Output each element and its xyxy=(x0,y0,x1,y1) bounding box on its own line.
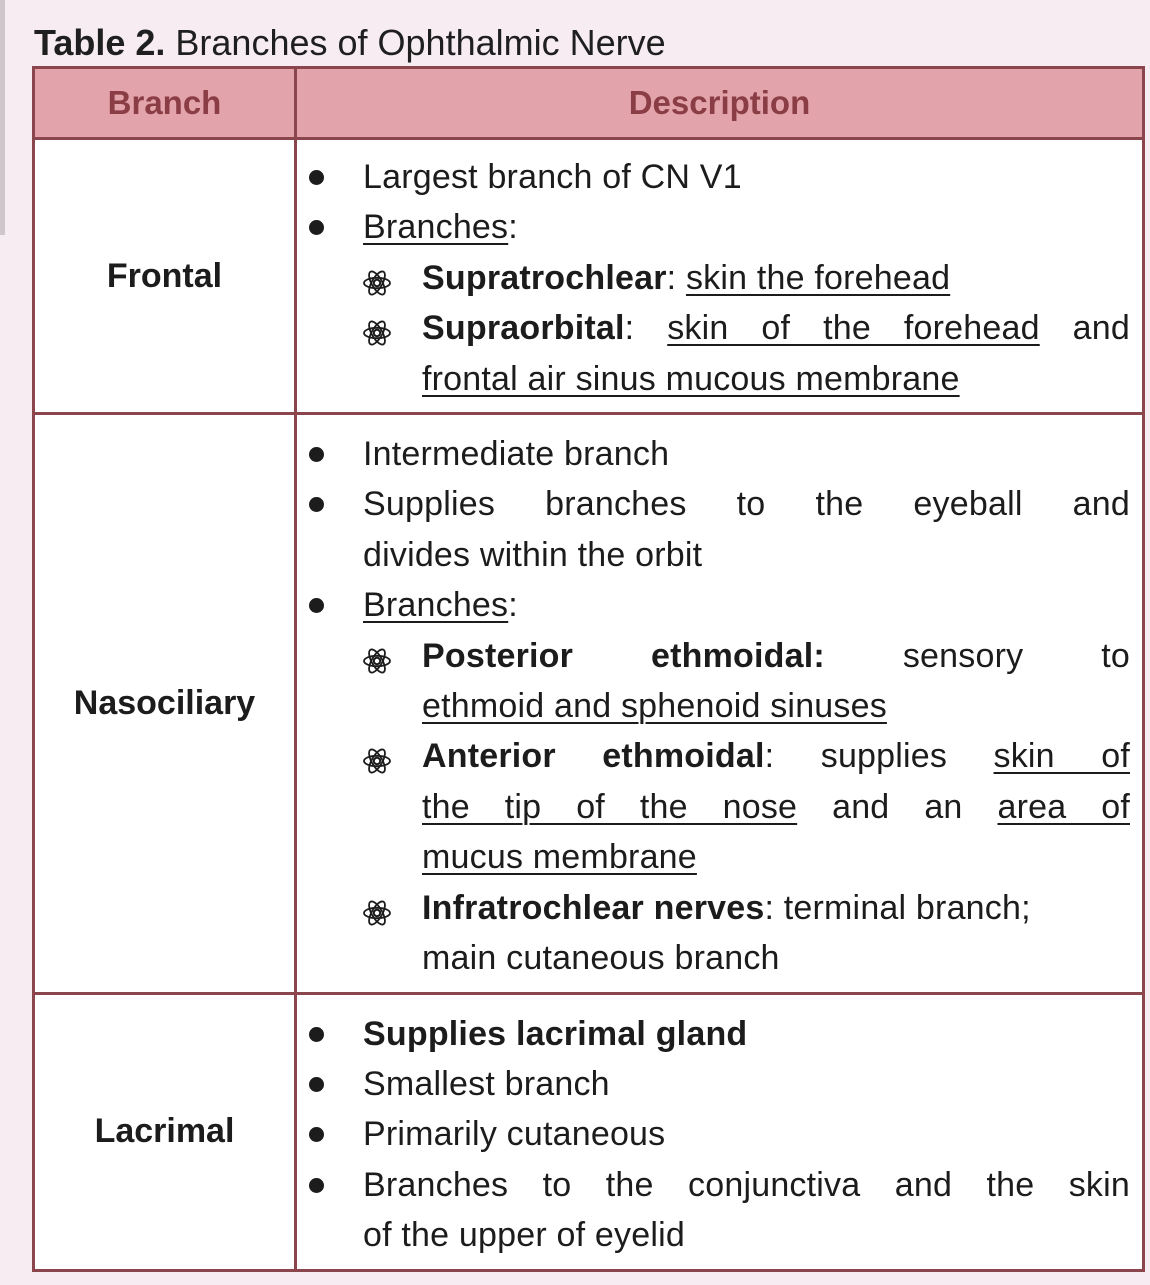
bullet-text: Intermediate branch xyxy=(363,435,670,474)
header-row xyxy=(34,68,1144,139)
branch-cell: Nasociliary xyxy=(34,414,296,993)
atom-icon xyxy=(361,317,393,349)
bullet-dot-icon xyxy=(309,1077,324,1092)
definition-underlined: skin of xyxy=(993,737,1130,776)
table-caption xyxy=(34,20,666,66)
sub-bullet-continuation xyxy=(297,681,1130,731)
bullet-text: Branches xyxy=(363,586,509,625)
definition: main cutaneous branch xyxy=(422,939,780,978)
bullet-text: Primarily cutaneous xyxy=(363,1115,666,1154)
bullet-text: Supplies lacrimal gland xyxy=(363,1014,748,1053)
sub-bullet-continuation xyxy=(297,354,1130,404)
definition-underlined: the tip of the nose xyxy=(422,787,798,826)
definition-underlined: mucus membrane xyxy=(422,838,697,877)
bullet-item xyxy=(297,479,1130,529)
term: Supratrochlear xyxy=(422,258,667,297)
bullet-text: Branches to the conjunctiva and the skin xyxy=(363,1165,1130,1204)
bullet-dot-icon xyxy=(309,220,324,235)
bullet-text: of the upper of eyelid xyxy=(363,1216,685,1255)
bullet-item xyxy=(297,1059,1130,1109)
bullet-item xyxy=(297,580,1130,630)
bullet-dot-icon xyxy=(309,497,324,512)
caption-label: Table 2. xyxy=(34,22,166,63)
bullet-dot-icon xyxy=(309,1127,324,1142)
definition-underlined: area of xyxy=(997,787,1130,826)
sub-bullet-item xyxy=(297,631,1130,681)
sub-bullet-continuation xyxy=(297,933,1130,983)
bullet-item xyxy=(297,429,1130,479)
definition: and an xyxy=(797,787,998,826)
definition: sensory to xyxy=(824,636,1130,675)
bullet-dot-icon xyxy=(309,598,324,613)
description-cell xyxy=(296,139,1144,414)
table-row xyxy=(34,414,1144,993)
bullet-text-tail: : xyxy=(508,208,518,247)
ophthalmic-nerve-table xyxy=(32,66,1145,1272)
sub-bullet-item xyxy=(297,731,1130,781)
term: Infratrochlear nerves xyxy=(422,888,765,927)
sub-bullet-item xyxy=(297,253,1130,303)
bullet-item xyxy=(297,1009,1130,1059)
sub-bullet-continuation xyxy=(297,782,1130,832)
term: Anterior ethmoidal xyxy=(422,737,765,776)
definition: skin the forehead xyxy=(685,258,951,297)
branch-cell: Lacrimal xyxy=(34,993,296,1270)
definition: frontal air sinus mucous membrane xyxy=(422,359,960,398)
bullet-text: divides within the orbit xyxy=(363,535,703,574)
bullet-dot-icon xyxy=(309,1027,324,1042)
atom-icon xyxy=(361,267,393,299)
bullet-text: Branches xyxy=(363,208,509,247)
bullet-continuation xyxy=(297,530,1130,580)
separator: : xyxy=(624,309,668,348)
bullet-continuation xyxy=(297,1210,1130,1260)
sub-bullet-continuation xyxy=(297,832,1130,882)
table-row xyxy=(34,139,1144,414)
bullet-dot-icon xyxy=(309,1178,324,1193)
atom-icon xyxy=(361,745,393,777)
caption-title: Branches of Ophthalmic Nerve xyxy=(175,22,666,63)
bullet-item xyxy=(297,1160,1130,1210)
bullet-dot-icon xyxy=(309,447,324,462)
bullet-dot-icon xyxy=(309,170,324,185)
separator: : xyxy=(666,258,686,297)
sub-bullet-item xyxy=(297,303,1130,353)
definition: : supplies xyxy=(764,737,994,776)
definition: skin of the forehead xyxy=(667,309,1040,348)
atom-icon xyxy=(361,645,393,677)
atom-icon xyxy=(361,897,393,929)
description-cell xyxy=(296,993,1144,1270)
header-description: Description xyxy=(296,68,1144,139)
description-cell xyxy=(296,414,1144,993)
bullet-text: Supplies branches to the eyeball and xyxy=(363,485,1130,524)
page-edge-bar xyxy=(0,0,5,235)
term: Posterior ethmoidal: xyxy=(422,636,825,675)
branch-cell: Frontal xyxy=(34,139,296,414)
term: Supraorbital xyxy=(422,309,625,348)
bullet-item xyxy=(297,1109,1130,1159)
table-row xyxy=(34,993,1144,1270)
bullet-item xyxy=(297,152,1130,202)
bullet-text: Smallest branch xyxy=(363,1064,610,1103)
bullet-text: Largest branch of CN V1 xyxy=(363,158,742,196)
definition: ethmoid and sphenoid sinuses xyxy=(422,687,887,726)
header-branch: Branch xyxy=(34,68,296,139)
definition-tail: and xyxy=(1039,309,1130,348)
sub-bullet-item xyxy=(297,883,1130,933)
definition: : terminal branch; xyxy=(764,888,1031,927)
bullet-text-tail: : xyxy=(508,586,518,625)
bullet-item xyxy=(297,202,1130,252)
